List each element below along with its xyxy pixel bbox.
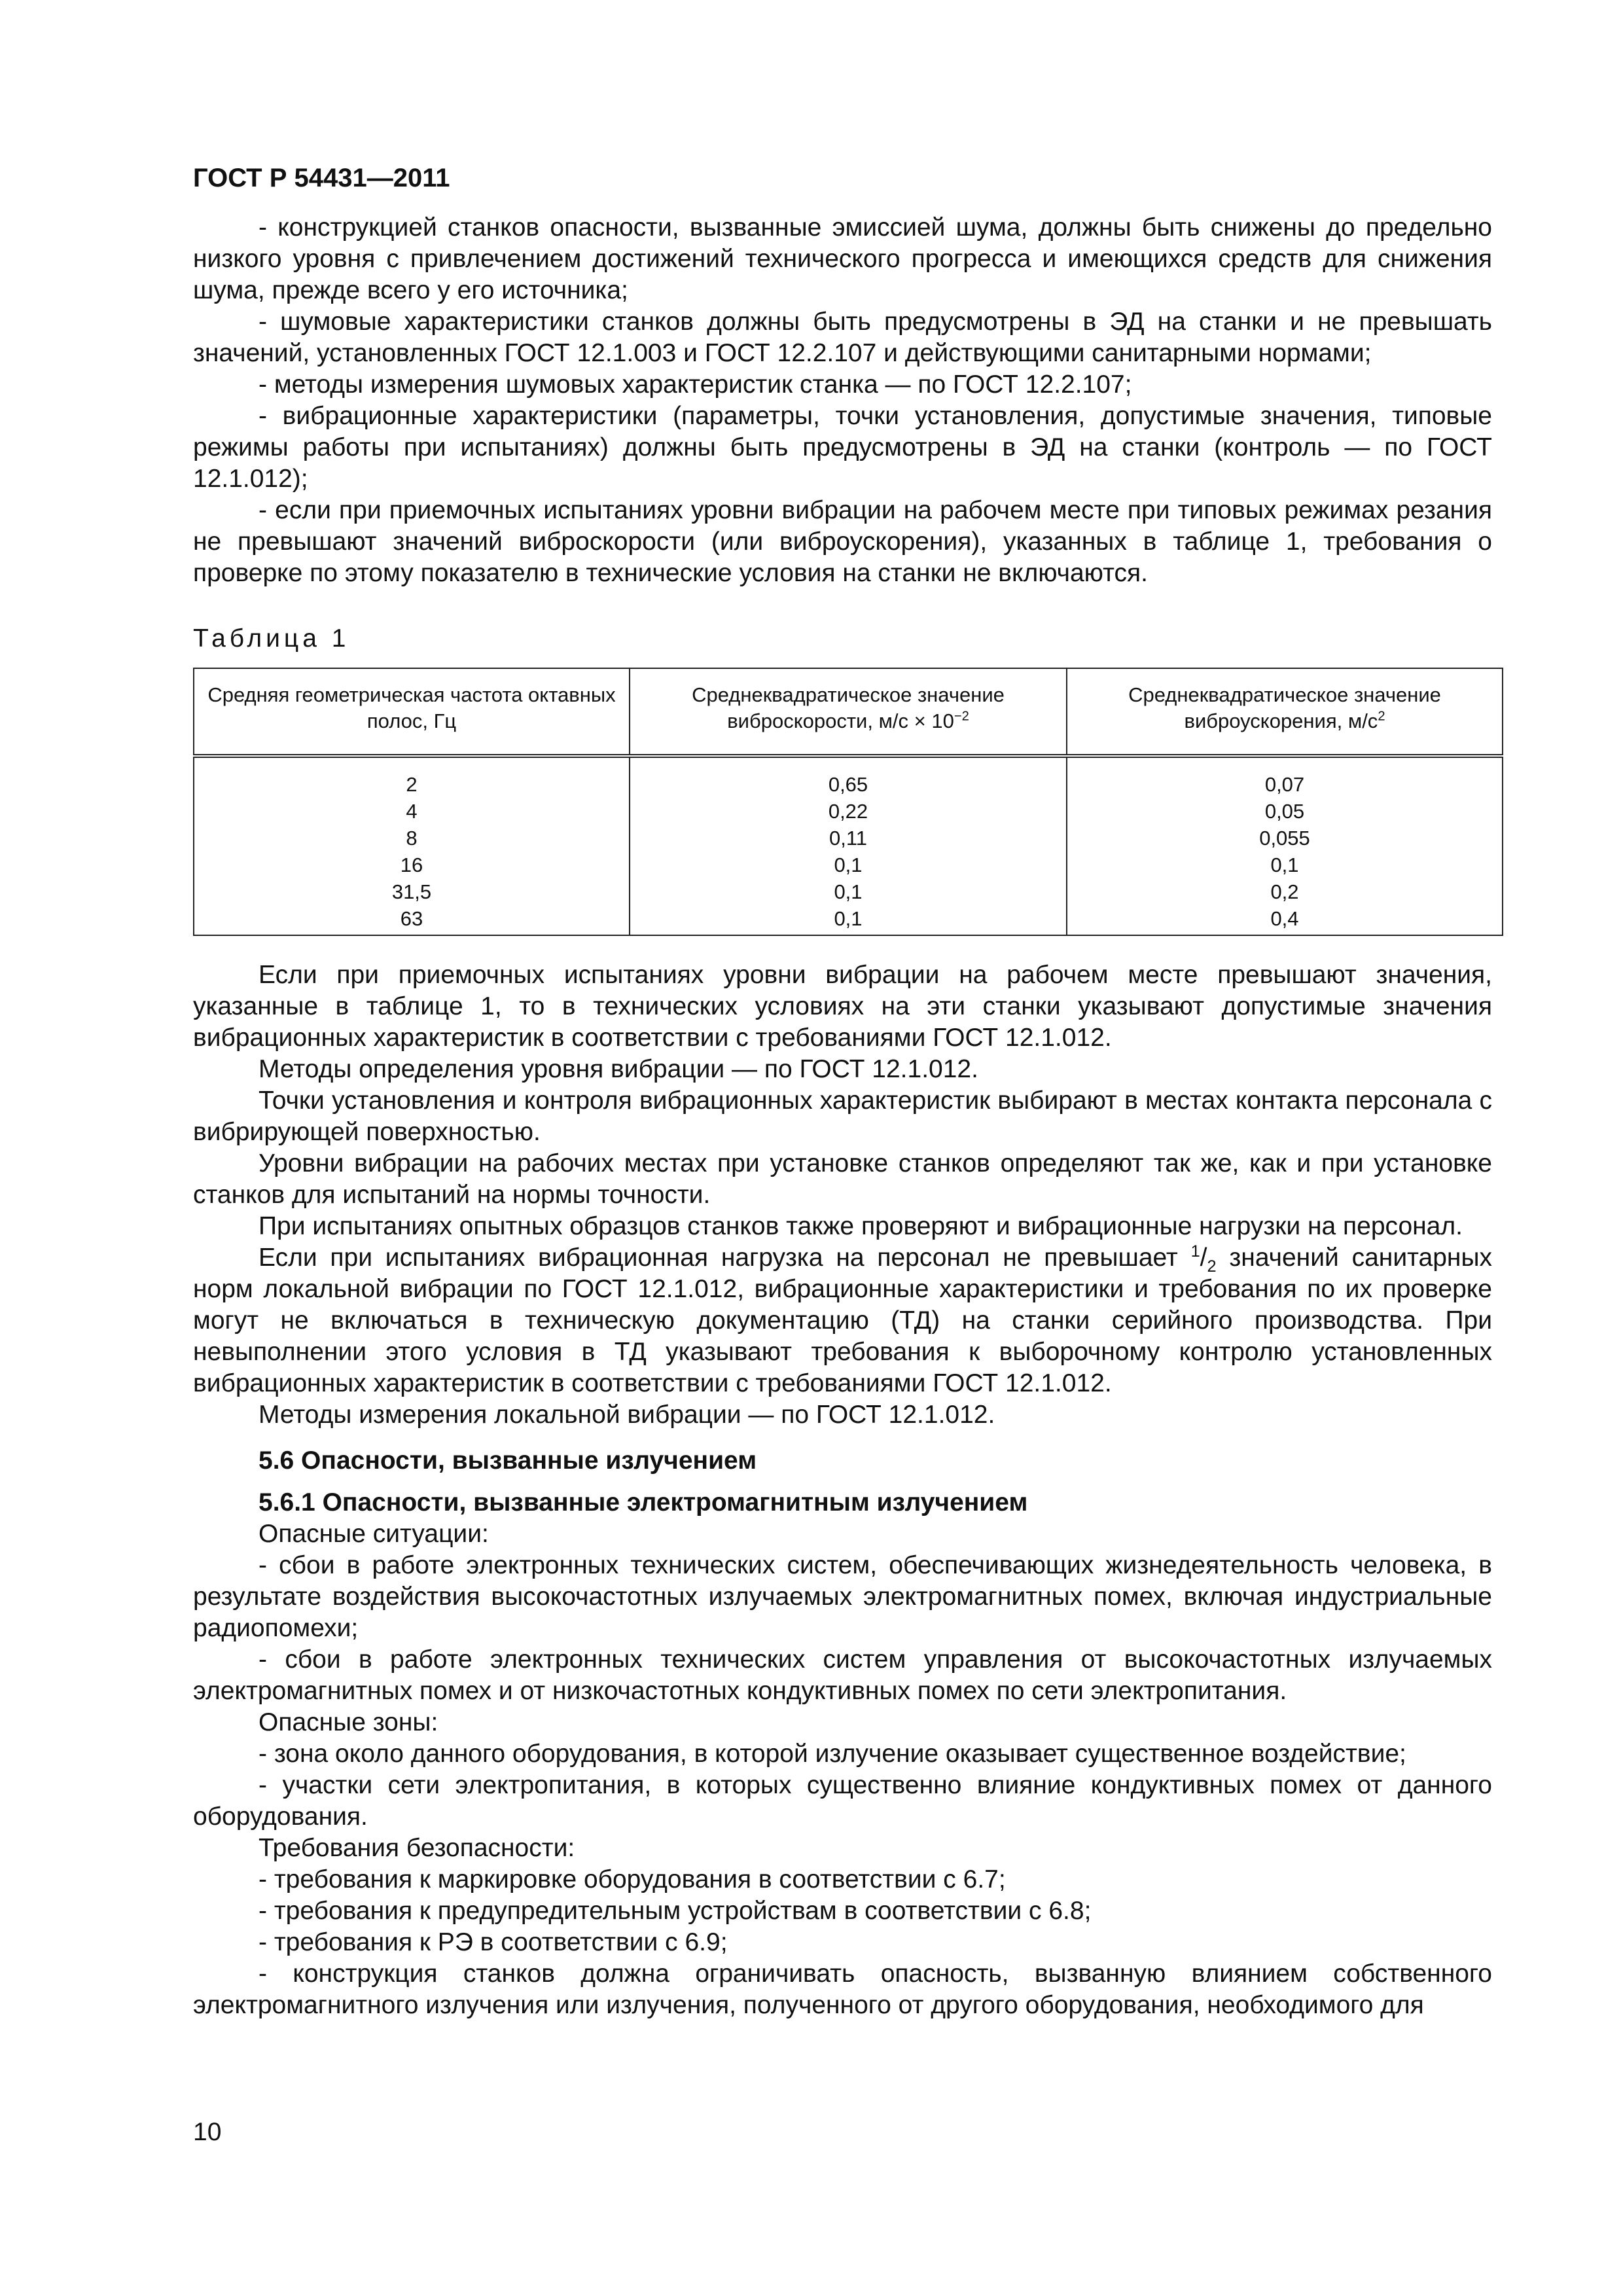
paragraph: - конструкция станков должна ограничивать опасность, вызванную влиянием собственного электромагнитного излучения или излучения, полученного от другого оборудования, необходимого для xyxy=(193,1960,1492,2019)
cell-acceleration: 0,2 xyxy=(1067,878,1503,905)
header-velocity: Среднеквадратическое значение виброскорости, $м/с \times 10^{-2}$ xyxy=(630,668,1067,756)
cell-frequency: 8 xyxy=(194,825,630,852)
cell-frequency: 63 xyxy=(194,905,630,935)
paragraph: - методы измерения шумовых характеристик станка — по ГОСТ 12.2.107; xyxy=(259,370,1132,399)
paragraph: - требования к маркировке оборудования в соответствии с 6.7; xyxy=(259,1865,1006,1893)
paragraph: - шумовые характеристики станков должны быть предусмотрены в ЭД на станки и не превышать значений, установленных ГОСТ 12.1.003 и ГОСТ 12.2.107 и действующими санитарными нормами; xyxy=(193,308,1492,367)
cell-velocity: 0,22 xyxy=(630,798,1067,825)
paragraph: - требования к предупредительным устройствам в соответствии с 6.8; xyxy=(259,1897,1092,1925)
table-row xyxy=(194,878,1503,905)
table-row xyxy=(194,756,1503,798)
cell-acceleration: 0,1 xyxy=(1067,852,1503,878)
document-id-header: ГОСТ Р 54431—2011 xyxy=(193,164,450,192)
paragraph: Требования безопасности: xyxy=(259,1834,575,1862)
cell-acceleration: 0,055 xyxy=(1067,825,1503,852)
paragraph: При испытаниях опытных образцов станков также проверяют и вибрационные нагрузки на персонал. xyxy=(259,1212,1463,1240)
paragraph: Методы определения уровня вибрации — по ГОСТ 12.1.012. xyxy=(259,1055,978,1083)
cell-frequency: 31,5 xyxy=(194,878,630,905)
paragraph: Точки установления и контроля вибрационных характеристик выбирают в местах контакта персонала с вибрирующей поверхностью. xyxy=(193,1086,1492,1146)
cell-frequency: 2 xyxy=(194,756,630,798)
table-row xyxy=(194,825,1503,852)
paragraph-fraction: Если при испытаниях вибрационная нагрузка на персонал не превышает $^1/_2$ значений санитарных норм локальной вибрации по ГОСТ 12.1.012, вибрационные характеристики и требования по их проверке могут не включаться в техническую документацию (ТД) на станки серийного производства. При невыполнении этого условия в ТД указывают требования к выборочному контролю установленных вибрационных характеристик в соответствии с требованиями ГОСТ 12.1.012. xyxy=(193,1242,1492,1397)
page-number: 10 xyxy=(193,2118,222,2146)
paragraph: Если при приемочных испытаниях уровни вибрации на рабочем месте превышают значения, указанные в таблице 1, то в технических условиях на эти станки указывают допустимые значения вибрационных характеристик в соответствии с требованиями ГОСТ 12.1.012. xyxy=(193,961,1492,1052)
table-row xyxy=(194,798,1503,825)
paragraph: Методы измерения локальной вибрации — по ГОСТ 12.1.012. xyxy=(259,1401,995,1429)
paragraph: - конструкцией станков опасности, вызванные эмиссией шума, должны быть снижены до предельно низкого уровня с привлечением достижений технического прогресса и имеющихся средств для снижения шума, прежде всего у его источника; xyxy=(193,213,1492,304)
paragraphs-top xyxy=(193,212,1492,589)
cell-velocity: 0,1 xyxy=(630,852,1067,878)
paragraph: - сбои в работе электронных технических систем управления от высокочастотных излучаемых электромагнитных помех и от низкочастотных кондуктивных помех по сети электропитания. xyxy=(193,1645,1492,1705)
cell-frequency: 16 xyxy=(194,852,630,878)
cell-velocity: 0,1 xyxy=(630,878,1067,905)
paragraph: Уровни вибрации на рабочих местах при установке станков определяют так же, как и при установке станков для испытаний на нормы точности. xyxy=(193,1149,1492,1209)
paragraph: - зона около данного оборудования, в которой излучение оказывает существенное воздействие; xyxy=(259,1740,1406,1768)
cell-velocity: 0,1 xyxy=(630,905,1067,935)
section-heading-5-6: 5.6 Опасности, вызванные излучением xyxy=(259,1446,757,1475)
header-frequency: Средняя геометрическая частота октавных полос, Гц xyxy=(194,668,630,756)
table-row xyxy=(194,905,1503,935)
table-caption: Таблица 1 xyxy=(193,624,350,653)
table-header-row xyxy=(194,668,1503,756)
paragraph: - требования к РЭ в соответствии с 6.9; xyxy=(259,1928,728,1956)
paragraphs-middle xyxy=(193,960,1492,1431)
cell-acceleration: 0,05 xyxy=(1067,798,1503,825)
cell-frequency: 4 xyxy=(194,798,630,825)
section-heading-5-6-1: 5.6.1 Опасности, вызванные электромагнитным излучением xyxy=(259,1488,1028,1516)
paragraph: - вибрационные характеристики (параметры, точки установления, допустимые значения, типовые режимы работы при испытаниях) должны быть предусмотрены в ЭД на станки (контроль — по ГОСТ 12.1.012); xyxy=(193,402,1492,493)
table-row xyxy=(194,852,1503,878)
paragraph: - участки сети электропитания, в которых существенно влияние кондуктивных помех от данного оборудования. xyxy=(193,1771,1492,1831)
paragraph: Опасные ситуации: xyxy=(259,1520,489,1548)
paragraph: - сбои в работе электронных технических систем, обеспечивающих жизнедеятельность человека, в результате воздействия высокочастотных излучаемых электромагнитных помех, включая индустриальные радиопомехи; xyxy=(193,1551,1492,1642)
cell-velocity: 0,65 xyxy=(630,756,1067,798)
cell-velocity: 0,11 xyxy=(630,825,1067,852)
vibration-table xyxy=(193,668,1503,936)
document-page xyxy=(193,162,1492,2021)
paragraph: Опасные зоны: xyxy=(259,1708,438,1736)
header-acceleration: Среднеквадратическое значение виброускорения, $м/с^2$ xyxy=(1067,668,1503,756)
paragraph: - если при приемочных испытаниях уровни вибрации на рабочем месте при типовых режимах резания не превышают значений виброскорости (или виброускорения), указанных в таблице 1, требования о проверке по этому показателю в технические условия на станки не включаются. xyxy=(193,496,1492,587)
cell-acceleration: 0,07 xyxy=(1067,756,1503,798)
cell-acceleration: 0,4 xyxy=(1067,905,1503,935)
paragraphs-bottom xyxy=(193,1518,1492,2021)
